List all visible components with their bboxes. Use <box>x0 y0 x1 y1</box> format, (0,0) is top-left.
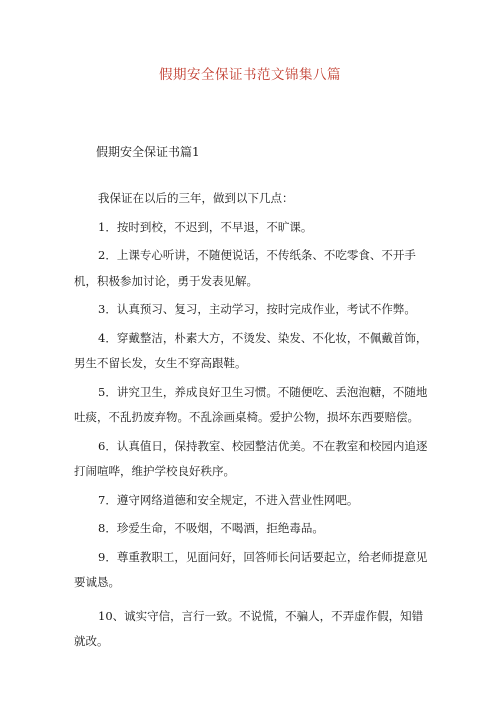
paragraph-item-5: 5．讲究卫生，养成良好卫生习惯。不随便吃、丢泡泡糖，不随地吐痰，不乱扔废弃物。不乱涂画桌椅。爱护公物，损坏东西要赔偿。 <box>74 384 428 424</box>
document-title: 假期安全保证书范文锦集八篇 <box>159 67 341 83</box>
paragraph-item-7: 7．遵守网络道德和安全规定，不进入营业性网吧。 <box>98 492 359 507</box>
section-heading: 假期安全保证书篇1 <box>96 145 200 159</box>
paragraph-item-4: 4．穿戴整洁，朴素大方，不烫发、染发、不化妆，不佩戴首饰，男生不留长发，女生不穿高跟鞋。 <box>74 330 428 370</box>
paragraph-item-6: 6．认真值日，保持教室、校园整洁优美。不在教室和校园内追逐打闹喧哗，维护学校良好秩序。 <box>74 438 428 478</box>
paragraph-item-9: 9．尊重教职工，见面问好，回答师长问话要起立，给老师提意见要诚恳。 <box>74 549 428 589</box>
paragraph-intro: 我保证在以后的三年，做到以下几点： <box>98 191 294 205</box>
paragraph-item-8: 8．珍爱生命，不吸烟，不喝酒，拒绝毒品。 <box>98 521 324 535</box>
document-body <box>74 186 434 655</box>
paragraph-item-3: 3．认真预习、复习，主动学习，按时完成作业，考试不作弊。 <box>98 302 416 316</box>
paragraph-item-2: 2．上课专心听讲，不随便说话，不传纸条、不吃零食、不开手机，积极参加讨论，勇于发表见解。 <box>74 248 416 288</box>
paragraph-item-10: 10、诚实守信，言行一致。不说慌，不骗人，不弄虚作假，知错就改。 <box>74 608 424 648</box>
paragraph-item-1: 1．按时到校，不迟到，不早退，不旷课。 <box>98 219 313 234</box>
